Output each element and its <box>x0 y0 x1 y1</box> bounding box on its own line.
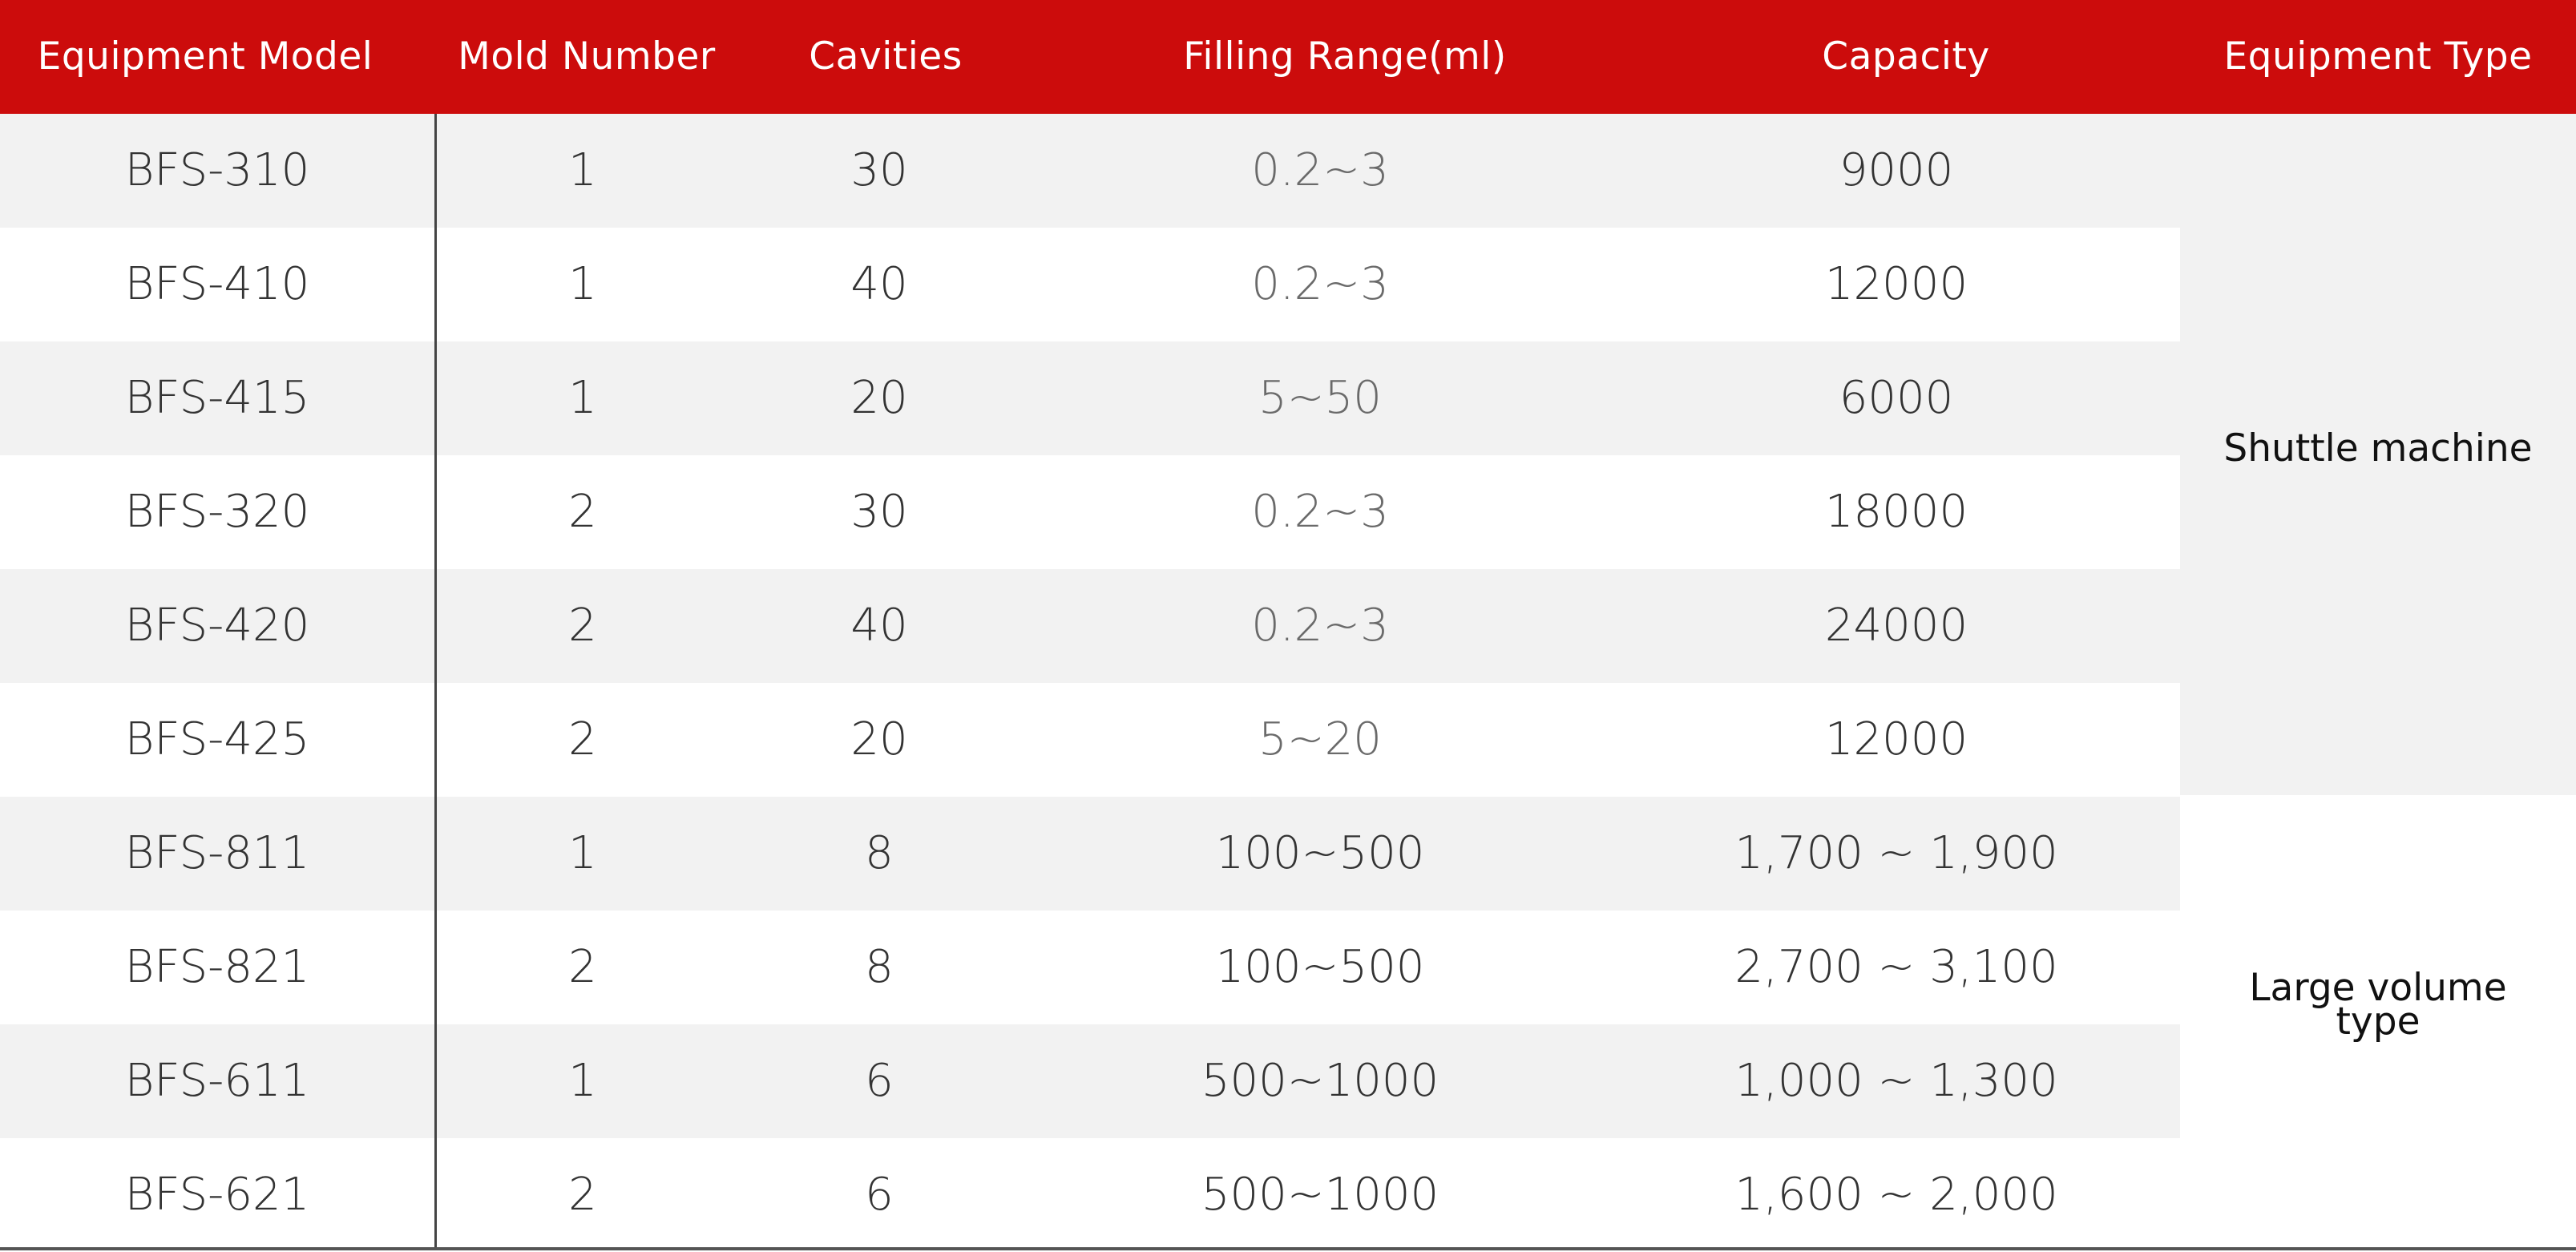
header-equipment-model: Equipment Model <box>37 34 373 79</box>
table-row <box>0 797 2180 911</box>
cell-mold: 2 <box>568 941 597 993</box>
cell-filling: 500~1000 <box>1201 1055 1439 1107</box>
cell-cavities: 40 <box>850 258 908 310</box>
header-cavities: Cavities <box>809 34 963 79</box>
cell-capacity: 9000 <box>1839 144 1954 196</box>
cell-mold: 1 <box>568 1055 597 1107</box>
cell-capacity: 18000 <box>1824 486 1968 538</box>
cell-filling: 5~20 <box>1258 713 1382 765</box>
table-row <box>0 228 2180 341</box>
cell-cavities: 6 <box>865 1169 894 1221</box>
cell-filling: 100~500 <box>1215 827 1425 879</box>
cell-mold: 1 <box>568 144 597 196</box>
cell-mold: 2 <box>568 486 597 538</box>
cell-capacity: 1,700 ~ 1,900 <box>1734 827 2058 879</box>
table-row <box>0 1138 2180 1247</box>
cell-model: BFS-621 <box>124 1169 310 1221</box>
cell-filling: 0.2~3 <box>1251 258 1389 310</box>
type-label-large-volume <box>2180 966 2576 1044</box>
table-row <box>0 455 2180 569</box>
column-divider <box>434 114 437 1250</box>
table-header <box>0 0 2576 114</box>
cell-mold: 1 <box>568 372 597 424</box>
cell-capacity: 1,000 ~ 1,300 <box>1734 1055 2058 1107</box>
cell-capacity: 24000 <box>1824 600 1968 652</box>
header-filling-range: Filling Range(ml) <box>1183 34 1507 79</box>
cell-cavities: 40 <box>850 600 908 652</box>
type-cell-shuttle <box>2180 114 2576 795</box>
header-equipment-type: Equipment Type <box>2223 34 2533 79</box>
type-cell-large-volume <box>2180 795 2576 1250</box>
table-row <box>0 683 2180 797</box>
type-label-shuttle: Shuttle machine <box>2223 426 2533 471</box>
table-row <box>0 114 2180 228</box>
cell-model: BFS-425 <box>124 713 310 765</box>
cell-model: BFS-821 <box>124 941 310 993</box>
cell-cavities: 20 <box>850 372 908 424</box>
cell-capacity: 12000 <box>1824 258 1968 310</box>
table-bottom-border <box>0 1247 2576 1250</box>
cell-cavities: 8 <box>865 941 894 993</box>
cell-model: BFS-410 <box>124 258 310 310</box>
cell-filling: 100~500 <box>1215 941 1425 993</box>
cell-model: BFS-320 <box>124 486 310 538</box>
cell-mold: 2 <box>568 600 597 652</box>
table-row <box>0 569 2180 683</box>
cell-cavities: 20 <box>850 713 908 765</box>
cell-filling: 500~1000 <box>1201 1169 1439 1221</box>
type-label-line-2: type <box>2336 1000 2421 1044</box>
cell-capacity: 2,700 ~ 3,100 <box>1734 941 2058 993</box>
cell-filling: 0.2~3 <box>1251 486 1389 538</box>
cell-cavities: 8 <box>865 827 894 879</box>
cell-model: BFS-420 <box>124 600 310 652</box>
cell-model: BFS-611 <box>124 1055 310 1107</box>
header-mold-number: Mold Number <box>458 34 716 79</box>
cell-cavities: 30 <box>850 486 908 538</box>
table-row <box>0 341 2180 455</box>
header-capacity: Capacity <box>1822 34 1990 79</box>
cell-capacity: 6000 <box>1839 372 1954 424</box>
cell-mold: 1 <box>568 827 597 879</box>
cell-model: BFS-811 <box>124 827 310 879</box>
cell-filling: 5~50 <box>1258 372 1382 424</box>
cell-mold: 2 <box>568 713 597 765</box>
cell-mold: 1 <box>568 258 597 310</box>
cell-filling: 0.2~3 <box>1251 144 1389 196</box>
cell-filling: 0.2~3 <box>1251 600 1389 652</box>
type-label-line-1: Large volume <box>2249 966 2507 1010</box>
cell-mold: 2 <box>568 1169 597 1221</box>
table-row <box>0 911 2180 1024</box>
table-row <box>0 1024 2180 1138</box>
cell-cavities: 6 <box>865 1055 894 1107</box>
cell-cavities: 30 <box>850 144 908 196</box>
cell-model: BFS-310 <box>124 144 310 196</box>
cell-capacity: 1,600 ~ 2,000 <box>1734 1169 2058 1221</box>
cell-model: BFS-415 <box>124 372 310 424</box>
cell-capacity: 12000 <box>1824 713 1968 765</box>
